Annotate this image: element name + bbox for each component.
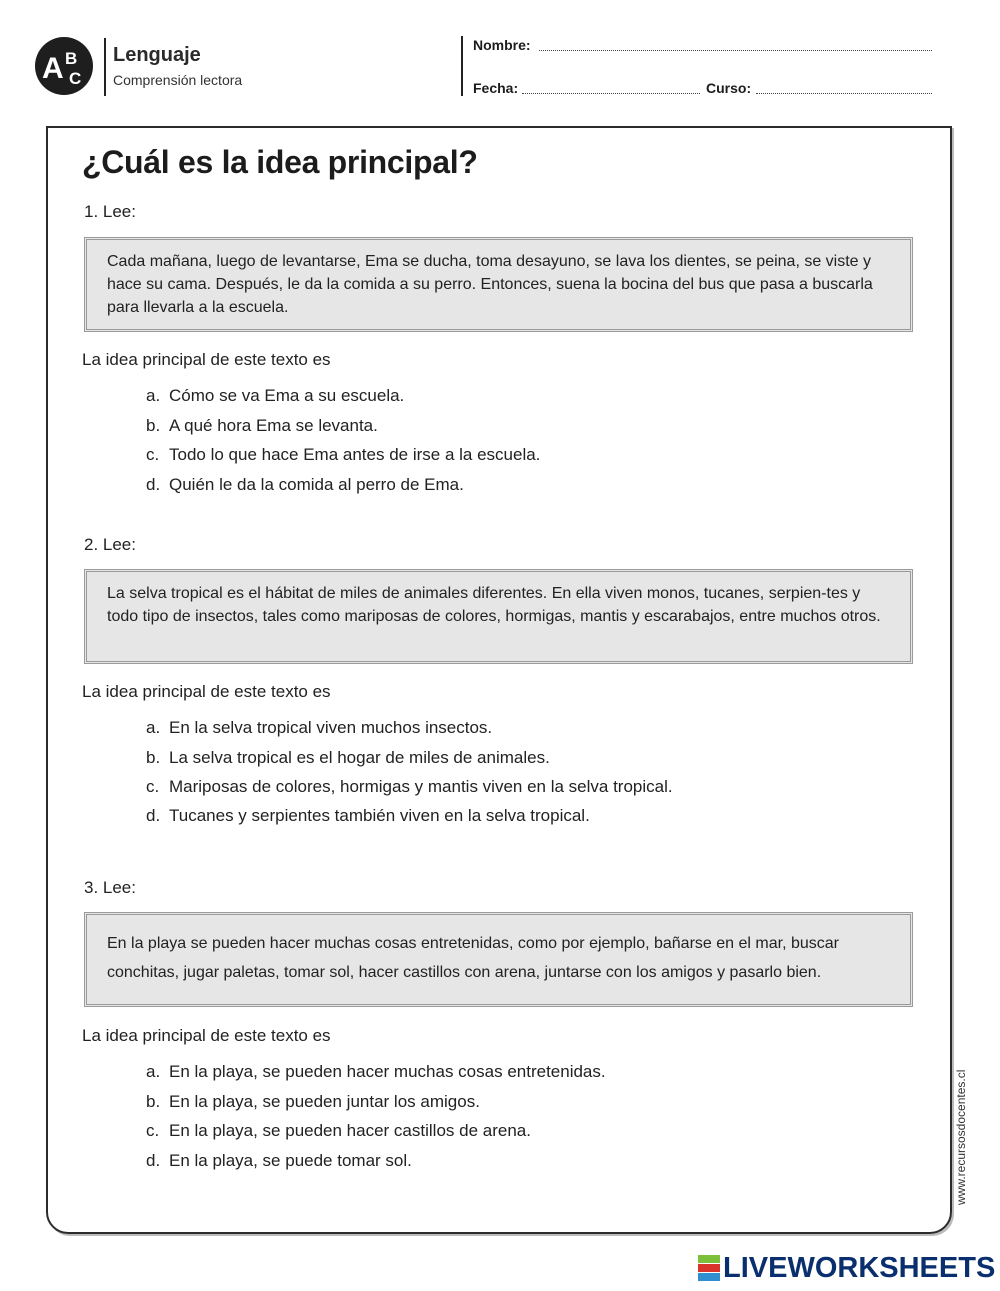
- section-3-label: 3. Lee:: [84, 878, 136, 897]
- option-letter: b.: [146, 1092, 161, 1111]
- option-text: Quién le da la comida al perro de Ema.: [169, 475, 464, 494]
- date-label: Fecha:: [473, 80, 519, 96]
- subject-title: Lenguaje: [113, 44, 201, 66]
- option-text: Cómo se va Ema a su escuela.: [169, 386, 405, 405]
- brand-text: LIVEWORKSHEETS: [723, 1251, 996, 1284]
- option-letter: b.: [146, 748, 161, 767]
- option-text: En la selva tropical viven muchos insectos.: [169, 718, 493, 737]
- option-letter: c.: [146, 1121, 160, 1140]
- section-3-option-d[interactable]: [146, 1151, 412, 1171]
- option-text: A qué hora Ema se levanta.: [169, 416, 378, 435]
- section-1-prompt: La idea principal de este texto es: [82, 350, 331, 369]
- svg-text:B: B: [65, 49, 78, 68]
- brand-mark-green: [698, 1255, 720, 1263]
- option-text: Tucanes y serpientes también viven en la selva tropical.: [169, 806, 590, 825]
- section-2-option-a[interactable]: [146, 718, 492, 738]
- section-1-passage: Cada mañana, luego de levantarse, Ema se ducha, toma desayuno, se lava los dientes, se peina, se viste y hace su cama. Después, le da la comida a su perro. Entonces, suena la bocina del bus que pasa a buscarla para llevarla a la escuela.: [84, 237, 913, 332]
- option-letter: d.: [146, 475, 161, 494]
- option-text: En la playa, se puede tomar sol.: [169, 1151, 412, 1170]
- section-1-label: 1. Lee:: [84, 202, 136, 221]
- svg-text:A: A: [42, 52, 64, 85]
- option-text: La selva tropical es el hogar de miles de animales.: [169, 748, 550, 767]
- course-label: Curso:: [706, 80, 752, 96]
- course-field[interactable]: [756, 93, 932, 94]
- header-divider: [104, 38, 106, 96]
- date-field[interactable]: [522, 93, 700, 94]
- name-label: Nombre:: [473, 37, 531, 53]
- site-url: www.recursosdocentes.cl: [954, 1069, 968, 1205]
- section-2-passage: La selva tropical es el hábitat de miles de animales diferentes. En ella viven monos, tucanes, serpien-tes y todo tipo de insectos, tales como mariposas de colores, hormigas, mantis y escarabajos, entre muchos otros.: [84, 569, 913, 664]
- option-text: En la playa, se pueden juntar los amigos.: [169, 1092, 480, 1111]
- section-2-prompt: La idea principal de este texto es: [82, 682, 331, 701]
- option-letter: d.: [146, 806, 161, 825]
- section-1-option-c[interactable]: [146, 445, 540, 465]
- page-title: ¿Cuál es la idea principal?: [82, 144, 478, 180]
- section-2-option-c[interactable]: [146, 777, 673, 797]
- section-2-option-d[interactable]: [146, 806, 590, 826]
- option-text: Mariposas de colores, hormigas y mantis viven en la selva tropical.: [169, 777, 673, 796]
- section-1-option-a[interactable]: [146, 386, 404, 406]
- option-text: Todo lo que hace Ema antes de irse a la escuela.: [169, 445, 541, 464]
- option-letter: b.: [146, 416, 161, 435]
- option-letter: c.: [146, 445, 160, 464]
- liveworksheets-brand[interactable]: [698, 1253, 995, 1283]
- section-3-prompt: La idea principal de este texto es: [82, 1026, 331, 1045]
- brand-mark-blue: [698, 1273, 720, 1281]
- abc-logo: [34, 36, 94, 96]
- section-3-option-c[interactable]: [146, 1121, 531, 1141]
- section-2-option-b[interactable]: [146, 748, 550, 768]
- option-text: En la playa, se pueden hacer muchas cosas entretenidas.: [169, 1062, 606, 1081]
- option-text: En la playa, se pueden hacer castillos de arena.: [169, 1121, 531, 1140]
- section-1-option-d[interactable]: [146, 475, 464, 495]
- svg-text:C: C: [69, 69, 82, 88]
- option-letter: a.: [146, 718, 161, 737]
- option-letter: c.: [146, 777, 160, 796]
- section-1-option-b[interactable]: [146, 416, 378, 436]
- brand-mark-icon: [698, 1255, 720, 1281]
- topic-subtitle: Comprensión lectora: [113, 72, 243, 88]
- section-3-passage: En la playa se pueden hacer muchas cosas entretenidas, como por ejemplo, bañarse en el mar, buscar conchitas, jugar paletas, tomar sol, hacer castillos con arena, juntarse con los amigos y pasarlo bien.: [84, 912, 913, 1007]
- section-3-option-a[interactable]: [146, 1062, 606, 1082]
- section-3-option-b[interactable]: [146, 1092, 480, 1112]
- option-letter: d.: [146, 1151, 161, 1170]
- option-letter: a.: [146, 1062, 161, 1081]
- name-field[interactable]: [539, 50, 932, 51]
- form-divider: [461, 36, 463, 96]
- section-2-label: 2. Lee:: [84, 535, 136, 554]
- brand-mark-red: [698, 1264, 720, 1272]
- option-letter: a.: [146, 386, 161, 405]
